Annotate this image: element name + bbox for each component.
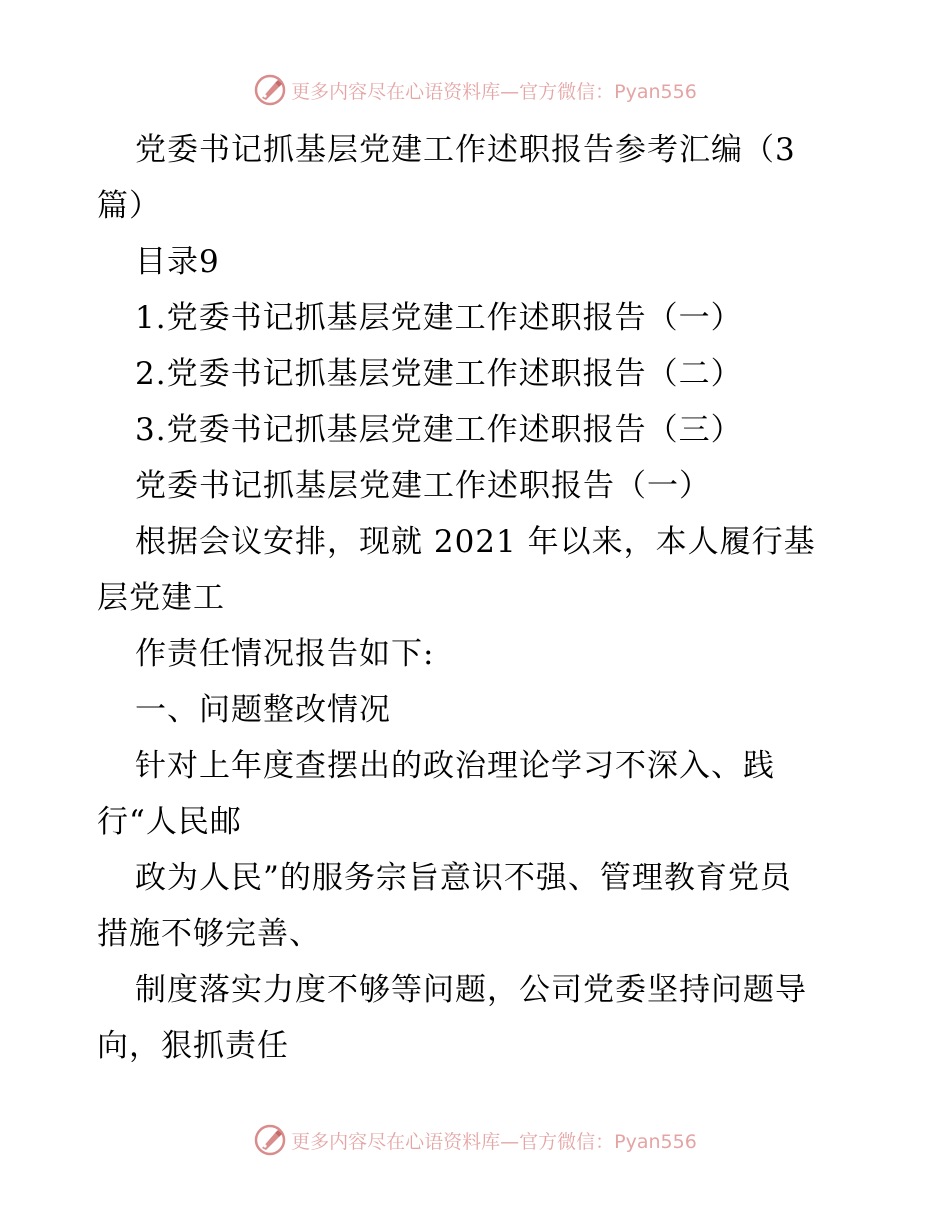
toc-heading: 目录9 [135, 244, 220, 280]
paragraph-line: 作责任情况报告如下: [135, 636, 435, 672]
paragraph-line: 行“人民邮 [97, 804, 242, 840]
watermark-text: 更多内容尽在心语资料库—官方微信：Pyan556 [291, 1130, 697, 1153]
doc-title-line-1: 党委书记抓基层党建工作述职报告参考汇编（3 [135, 132, 796, 168]
paragraph-line: 措施不够完善、 [97, 916, 321, 952]
toc-item-2: 2.党委书记抓基层党建工作述职报告（二） [135, 356, 743, 392]
toc-item-3: 3.党委书记抓基层党建工作述职报告（三） [135, 412, 743, 448]
paragraph-line: 层党建工 [97, 580, 225, 616]
pen-nib-logo-icon [253, 73, 287, 107]
paragraph-line: 制度落实力度不够等问题，公司党委坚持问题导 [135, 972, 807, 1008]
watermark-text: 更多内容尽在心语资料库—官方微信：Pyan556 [291, 80, 697, 103]
paragraph-line: 向，狠抓责任 [97, 1028, 289, 1064]
paragraph-line: 政为人民”的服务宗旨意识不强、管理教育党员 [135, 860, 792, 896]
footer-watermark [0, 1120, 950, 1160]
paragraph-line: 针对上年度查摆出的政治理论学习不深入、践 [135, 748, 775, 784]
section-title: 党委书记抓基层党建工作述职报告（一） [135, 468, 711, 504]
header-watermark [0, 70, 950, 110]
subsection-heading: 一、问题整改情况 [135, 692, 391, 728]
paragraph-line: 根据会议安排，现就 2021 年以来，本人履行基 [135, 524, 816, 560]
toc-item-1: 1.党委书记抓基层党建工作述职报告（一） [135, 300, 743, 336]
pen-nib-logo-icon [253, 1123, 287, 1157]
document-body [97, 122, 857, 1074]
doc-title-line-2: 篇） [97, 188, 161, 224]
